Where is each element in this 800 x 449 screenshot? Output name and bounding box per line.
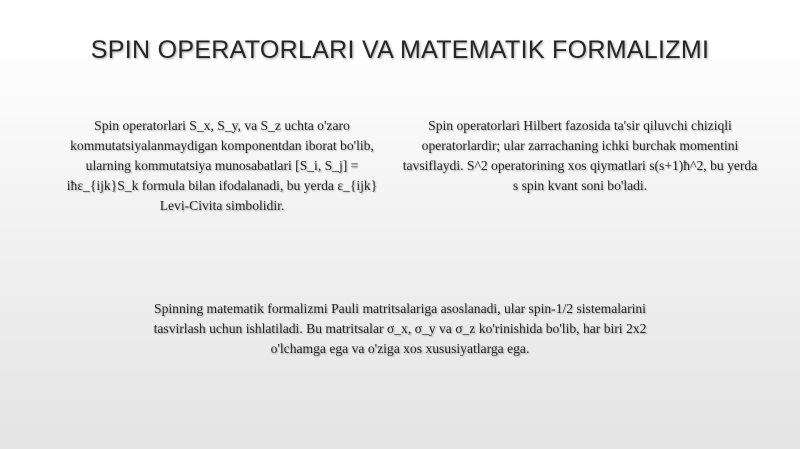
paragraph-pauli-matrices: Spinning matematik formalizmi Pauli matritsalariga asoslanadi, ular spin-1/2 sistemalarini tasvirlash uchun ishlatiladi. Bu matritsalar σ_x, σ_y va σ_z ko'rinishida bo'lib, har biri 2x2 o'lchamga ega va o'ziga xos xususiyatlarga ega. [153,301,647,356]
paragraph-hilbert-space: Spin operatorlari Hilbert fazosida ta'sir qiluvchi chiziqli operatorlardir; ular zarrachaning ichki burchak momentini tavsiflaydi. S^2 operatorining xos qiymatlari s(s+1)ħ^2, bu yerda s spin kvant soni bo'ladi. [402,118,758,193]
paragraph-spin-components: Spin operatorlari S_x, S_y, va S_z uchta o'zaro kommutatsiyalanmaydigan komponentdan iborat bo'lib, ularning kommutatsiya munosabatlari [S_i, S_j] = iħε_{ijk}S_k formula bilan ifodalanadi, bu yerda ε_{ijk} Levi-Civita simbolidir. [66,118,378,213]
slide-title: SPIN OPERATORLARI VA MATEMATIK FORMALIZMI [90,36,710,64]
